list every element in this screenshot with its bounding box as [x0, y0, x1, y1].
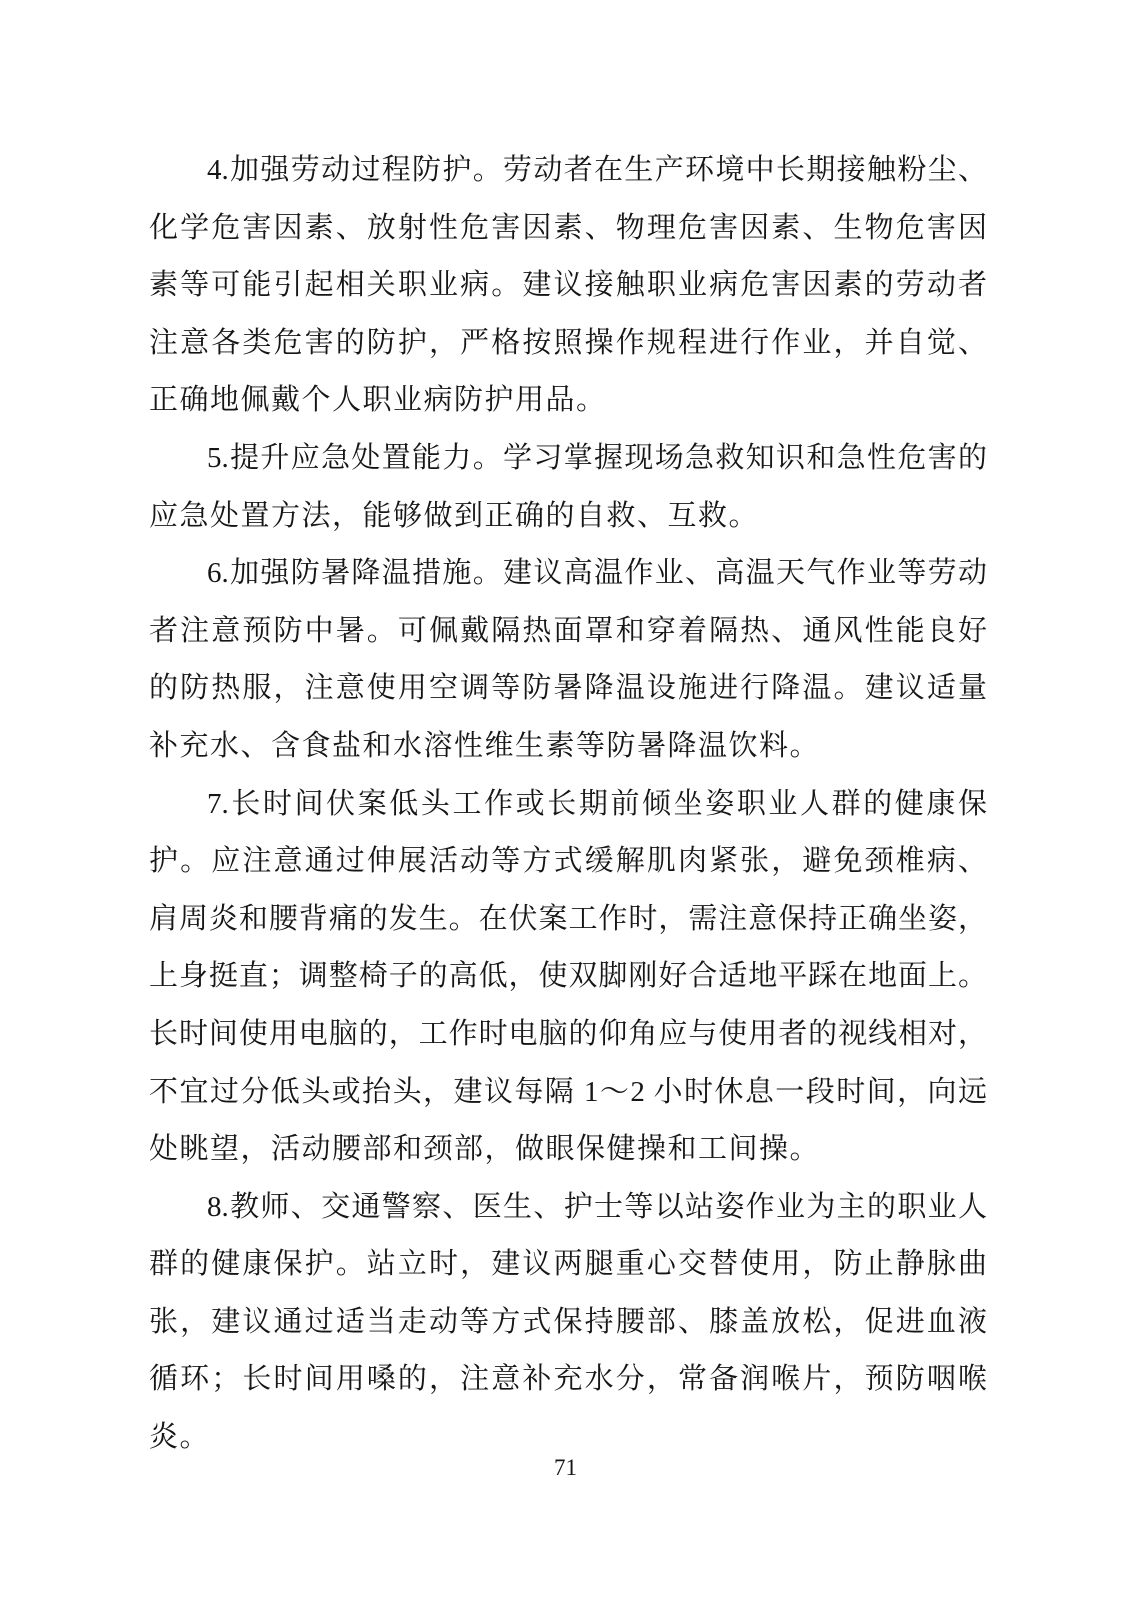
text-line: 8.教师、交通警察、医生、护士等以站姿作业为主的职业人	[207, 1190, 987, 1223]
text-line: 处眺望，活动腰部和颈部，做眼保健操和工间操。	[149, 1133, 821, 1166]
text-line: 6.加强防暑降温措施。建议高温作业、高温天气作业等劳动	[207, 557, 987, 590]
text-line: 肩周炎和腰背痛的发生。在伏案工作时，需注意保持正确坐姿，	[149, 902, 987, 935]
text-line: 7.长时间伏案低头工作或长期前倾坐姿职业人群的健康保	[207, 787, 987, 820]
text-block	[149, 142, 987, 1467]
text-line: 的防热服，注意使用空调等防暑降温设施进行降温。建议适量	[149, 672, 987, 705]
paragraph-item-5	[149, 430, 987, 545]
text-line: 者注意预防中暑。可佩戴隔热面罩和穿着隔热、通风性能良好	[149, 614, 987, 647]
paragraph-item-8	[149, 1179, 987, 1467]
text-line: 护。应注意通过伸展活动等方式缓解肌肉紧张，避免颈椎病、	[149, 845, 987, 878]
text-line: 不宜过分低头或抬头，建议每隔 1～2 小时休息一段时间，向远	[149, 1075, 987, 1108]
text-line: 5.提升应急处置能力。学习掌握现场急救知识和急性危害的	[207, 441, 987, 474]
text-line: 补充水、含食盐和水溶性维生素等防暑降温饮料。	[149, 729, 821, 762]
text-line: 上身挺直；调整椅子的高低，使双脚刚好合适地平踩在地面上。	[149, 960, 987, 993]
text-line: 循环；长时间用嗓的，注意补充水分，常备润喉片，预防咽喉	[149, 1363, 987, 1396]
text-line: 群的健康保护。站立时，建议两腿重心交替使用，防止静脉曲	[149, 1248, 987, 1281]
text-line: 张，建议通过适当走动等方式保持腰部、膝盖放松，促进血液	[149, 1305, 987, 1338]
paragraph-item-4	[149, 142, 987, 430]
text-line: 素等可能引起相关职业病。建议接触职业病危害因素的劳动者	[149, 269, 987, 302]
paragraph-item-6	[149, 545, 987, 775]
text-line: 正确地佩戴个人职业病防护用品。	[149, 384, 607, 417]
text-line: 4.加强劳动过程防护。劳动者在生产环境中长期接触粉尘、	[207, 154, 987, 186]
text-line: 应急处置方法，能够做到正确的自救、互救。	[149, 499, 760, 532]
text-line: 注意各类危害的防护，严格按照操作规程进行作业，并自觉、	[149, 326, 987, 359]
text-line: 化学危害因素、放射性危害因素、物理危害因素、生物危害因	[149, 211, 987, 244]
text-line: 炎。	[149, 1421, 211, 1454]
paragraph-item-7	[149, 776, 987, 1179]
text-line: 长时间使用电脑的，工作时电脑的仰角应与使用者的视线相对，	[149, 1017, 987, 1050]
page-number: 71	[554, 1455, 577, 1480]
